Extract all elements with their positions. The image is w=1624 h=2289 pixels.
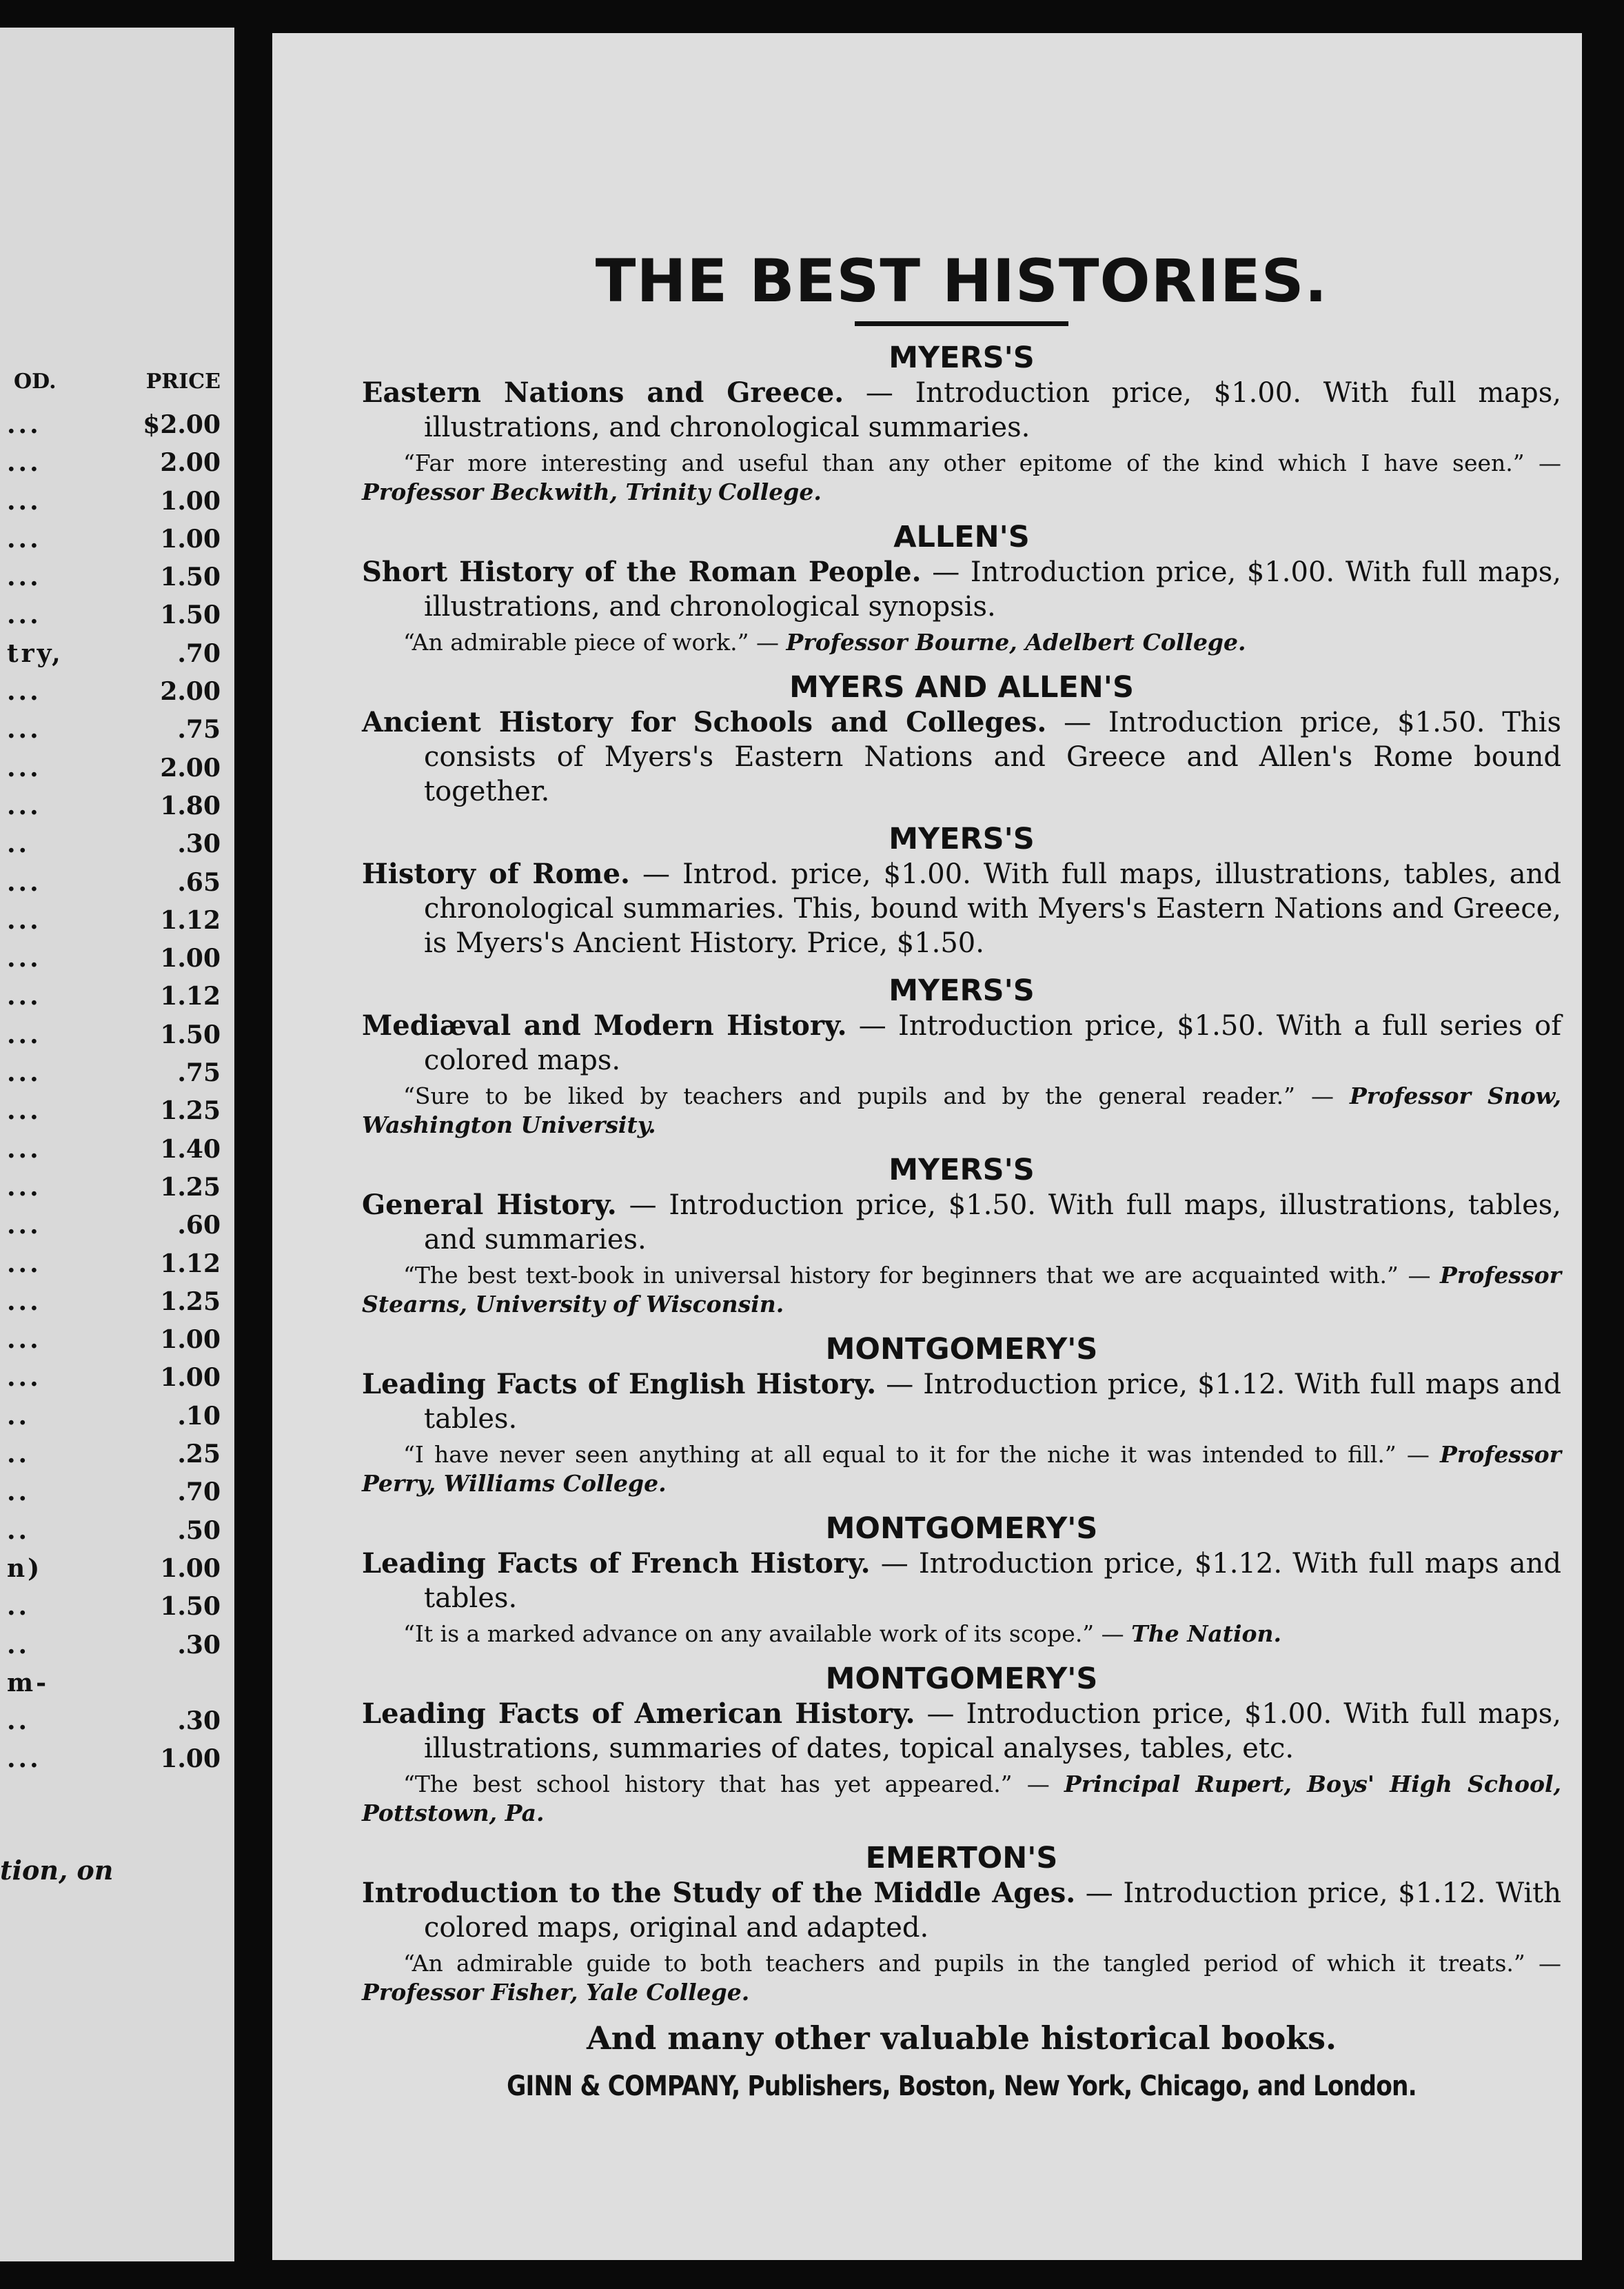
price-row-lead: ... bbox=[7, 1134, 41, 1164]
price-row-value: 1.40 bbox=[160, 1134, 221, 1164]
book-entry bbox=[362, 519, 1561, 657]
price-list bbox=[0, 410, 221, 1783]
price-row-lead: ... bbox=[7, 867, 41, 897]
price-row-lead: ... bbox=[7, 715, 41, 745]
price-row bbox=[0, 791, 221, 829]
testimonial-source: Principal Rupert, Boys' High School, Pottstown, Pa. bbox=[362, 1771, 1561, 1826]
price-row-lead: ... bbox=[7, 1363, 41, 1393]
header-od: OD. bbox=[14, 370, 57, 394]
testimonial-source: Professor Snow, Washington University. bbox=[362, 1082, 1561, 1138]
entry-author: MONTGOMERY'S bbox=[825, 1662, 1098, 1696]
entry-book-title: Introduction to the Study of the Middle Ages. bbox=[362, 1877, 1076, 1909]
entry-book-title: Eastern Nations and Greece. bbox=[362, 376, 844, 409]
price-row-value: 2.00 bbox=[160, 448, 221, 478]
book-entry bbox=[362, 821, 1561, 960]
entry-book-title: Mediæval and Modern History. bbox=[362, 1009, 847, 1042]
price-list-header bbox=[14, 370, 221, 394]
price-row bbox=[0, 1554, 221, 1592]
entry-details: — Introduction price, $1.50. With full maps, illustrations, tables, and summaries. bbox=[424, 1189, 1561, 1256]
book-entries bbox=[362, 340, 1561, 2007]
price-row-value: 1.12 bbox=[160, 1249, 221, 1278]
testimonial-source: Professor Beckwith, Trinity College. bbox=[362, 478, 822, 505]
price-row-value: 1.00 bbox=[160, 524, 221, 554]
price-row-lead: ... bbox=[7, 1020, 41, 1049]
price-row bbox=[0, 1440, 221, 1478]
price-row-value: .50 bbox=[177, 1515, 221, 1545]
testimonial-source: The Nation. bbox=[1131, 1620, 1282, 1647]
price-row bbox=[0, 944, 221, 982]
entry-book-title: Ancient History for Schools and Colleges. bbox=[362, 706, 1047, 738]
price-row-lead: ... bbox=[7, 410, 41, 439]
entry-description bbox=[362, 857, 1561, 960]
book-entry bbox=[362, 1840, 1561, 2007]
price-row-lead: ... bbox=[7, 601, 41, 630]
price-row bbox=[0, 906, 221, 944]
book-entry bbox=[362, 1511, 1561, 1648]
entry-author: MYERS AND ALLEN'S bbox=[789, 670, 1134, 705]
price-row-value: 1.00 bbox=[160, 1325, 221, 1355]
entry-details: — Introduction price, $1.00. With full maps, illustrations, summaries of dates, topical analyses, tables, etc. bbox=[424, 1698, 1561, 1764]
entry-book-title: Leading Facts of English History. bbox=[362, 1368, 877, 1400]
price-row-value: 1.50 bbox=[160, 1592, 221, 1622]
price-row-value: .30 bbox=[177, 1706, 221, 1736]
testimonial-text: “It is a marked advance on any available work of its scope.” — bbox=[403, 1620, 1132, 1647]
price-row-value: .70 bbox=[177, 1478, 221, 1507]
price-row bbox=[0, 1631, 221, 1668]
price-row-lead: ... bbox=[7, 448, 41, 478]
price-row bbox=[0, 410, 221, 448]
testimonial-text: “I have never seen anything at all equal to it for the niche it was intended to fill.” — bbox=[403, 1441, 1441, 1468]
price-row-lead: n) bbox=[7, 1553, 43, 1583]
entry-author: MONTGOMERY'S bbox=[825, 1332, 1098, 1367]
title-underline bbox=[855, 321, 1068, 326]
price-row-value: 1.25 bbox=[160, 1287, 221, 1316]
entry-details: — Introduction price, $1.50. With a full series of colored maps. bbox=[424, 1010, 1562, 1076]
price-row-lead: ... bbox=[7, 1325, 41, 1355]
price-row bbox=[0, 1478, 221, 1515]
entry-testimonial bbox=[362, 449, 1561, 507]
entry-testimonial bbox=[362, 1770, 1561, 1828]
left-page-footer-fragment: tion, on bbox=[0, 1855, 114, 1886]
price-row bbox=[0, 1211, 221, 1249]
book-entry bbox=[362, 1331, 1561, 1498]
price-row bbox=[0, 677, 221, 715]
entry-book-title: General History. bbox=[362, 1189, 617, 1221]
testimonial-source: Professor Fisher, Yale College. bbox=[362, 1979, 750, 2006]
price-row-lead: ... bbox=[7, 563, 41, 592]
entry-author: ALLEN'S bbox=[893, 520, 1030, 554]
book-entry bbox=[362, 973, 1561, 1140]
testimonial-text: “An admirable piece of work.” — bbox=[403, 629, 786, 656]
entry-description bbox=[362, 1188, 1561, 1257]
price-row-lead: .. bbox=[7, 829, 30, 859]
entry-author: MYERS'S bbox=[889, 974, 1035, 1008]
price-row-value: 1.00 bbox=[160, 1553, 221, 1583]
price-row-lead: ... bbox=[7, 905, 41, 935]
price-row-value: .75 bbox=[177, 715, 221, 745]
price-row bbox=[0, 1287, 221, 1325]
entry-book-title: History of Rome. bbox=[362, 858, 630, 890]
price-row-lead: .. bbox=[7, 1630, 30, 1660]
price-row bbox=[0, 1020, 221, 1058]
entry-book-title: Short History of the Roman People. bbox=[362, 556, 922, 588]
testimonial-source: Professor Perry, Williams College. bbox=[362, 1441, 1561, 1497]
closing-line: And many other valuable historical books. bbox=[586, 2019, 1337, 2057]
price-row bbox=[0, 639, 221, 677]
testimonial-source: Professor Stearns, University of Wisconsin. bbox=[362, 1262, 1561, 1318]
entry-details: — Introduction price, $1.12. With full maps and tables. bbox=[424, 1548, 1561, 1614]
price-row-lead: ... bbox=[7, 524, 41, 554]
price-row bbox=[0, 1706, 221, 1744]
price-row-lead: ... bbox=[7, 486, 41, 516]
price-row-value: .30 bbox=[177, 829, 221, 859]
price-row bbox=[0, 601, 221, 638]
price-row-value: 1.00 bbox=[160, 1744, 221, 1774]
price-row-lead: .. bbox=[7, 1401, 30, 1431]
testimonial-text: “Sure to be liked by teachers and pupils and by the general reader.” — bbox=[403, 1082, 1350, 1109]
price-row bbox=[0, 1325, 221, 1363]
book-entry bbox=[362, 1661, 1561, 1828]
entry-testimonial bbox=[362, 1082, 1561, 1140]
price-row-lead: ... bbox=[7, 1058, 41, 1088]
price-row bbox=[0, 1058, 221, 1096]
price-row-lead: ... bbox=[7, 1744, 41, 1774]
price-row bbox=[0, 1096, 221, 1134]
price-row bbox=[0, 525, 221, 563]
price-row-lead: ... bbox=[7, 1172, 41, 1202]
book-entry bbox=[362, 1152, 1561, 1319]
entry-testimonial bbox=[362, 1949, 1561, 2007]
entry-details: — Introduction price, $1.50. This consists of Myers's Eastern Nations and Greece and Allen's Rome bound together. bbox=[424, 707, 1561, 807]
price-row-value: .60 bbox=[177, 1211, 221, 1240]
price-row-lead: ... bbox=[7, 1287, 41, 1316]
entry-details: — Introduction price, $1.12. With colored maps, original and adapted. bbox=[424, 1877, 1561, 1944]
price-row-value: 1.25 bbox=[160, 1096, 221, 1126]
entry-testimonial bbox=[362, 628, 1561, 657]
price-row-value: 2.00 bbox=[160, 677, 221, 707]
entry-testimonial bbox=[362, 1440, 1561, 1498]
entry-description bbox=[362, 555, 1561, 624]
entry-testimonial bbox=[362, 1620, 1561, 1648]
price-row bbox=[0, 868, 221, 906]
price-row-lead: .. bbox=[7, 1478, 30, 1507]
price-row-value: .75 bbox=[177, 1058, 221, 1088]
price-row-value: 1.12 bbox=[160, 905, 221, 935]
book-entry bbox=[362, 340, 1561, 507]
price-row-value: 1.25 bbox=[160, 1172, 221, 1202]
price-row-lead: .. bbox=[7, 1440, 30, 1469]
price-row-value: .10 bbox=[177, 1401, 221, 1431]
price-row-value: 1.50 bbox=[160, 601, 221, 630]
header-price: PRICE bbox=[145, 370, 221, 394]
testimonial-source: Professor Bourne, Adelbert College. bbox=[786, 629, 1246, 656]
entry-description bbox=[362, 1697, 1561, 1766]
price-row-value: 2.00 bbox=[160, 753, 221, 783]
price-row-value: .25 bbox=[177, 1440, 221, 1469]
entry-details: — Introduction price, $1.00. With full maps, illustrations, and chronological synopsis. bbox=[424, 556, 1562, 623]
price-row-value: 1.00 bbox=[160, 944, 221, 974]
price-row-lead: ... bbox=[7, 1249, 41, 1278]
price-row-lead: .. bbox=[7, 1592, 30, 1622]
price-row-value: 1.50 bbox=[160, 1020, 221, 1049]
price-row-value: .65 bbox=[177, 867, 221, 897]
entry-author: MYERS'S bbox=[889, 341, 1035, 375]
price-row bbox=[0, 1173, 221, 1211]
price-row-lead: ... bbox=[7, 1211, 41, 1240]
price-row bbox=[0, 1135, 221, 1173]
price-row bbox=[0, 1249, 221, 1287]
price-row-value: .30 bbox=[177, 1630, 221, 1660]
testimonial-text: “The best text-book in universal history for beginners that we are acquainted with.” — bbox=[403, 1262, 1441, 1289]
entry-testimonial bbox=[362, 1261, 1561, 1319]
price-row-lead: try, bbox=[7, 638, 63, 668]
price-row bbox=[0, 1402, 221, 1440]
histories-advertisement bbox=[362, 247, 1561, 2102]
entry-author: MYERS'S bbox=[889, 1153, 1035, 1187]
entry-description bbox=[362, 1876, 1561, 1945]
price-row-value: 1.80 bbox=[160, 791, 221, 820]
price-row bbox=[0, 487, 221, 525]
testimonial-text: “The best school history that has yet appeared.” — bbox=[403, 1771, 1064, 1797]
price-row bbox=[0, 563, 221, 601]
entry-description bbox=[362, 376, 1561, 445]
publisher-imprint: GINN & COMPANY, Publishers, Boston, New York, Chicago, and London. bbox=[507, 2070, 1417, 2102]
price-row-value: .70 bbox=[177, 638, 221, 668]
entry-details: — Introduction price, $1.00. With full maps, illustrations, and chronological summaries. bbox=[424, 377, 1562, 443]
price-row bbox=[0, 829, 221, 867]
left-page bbox=[0, 28, 234, 2261]
price-row-lead: ... bbox=[7, 944, 41, 974]
price-row-lead: ... bbox=[7, 677, 41, 707]
price-row bbox=[0, 1668, 221, 1706]
entry-author: MYERS'S bbox=[889, 822, 1035, 856]
price-row-value: 1.12 bbox=[160, 982, 221, 1011]
price-row-lead: .. bbox=[7, 1515, 30, 1545]
testimonial-text: “An admirable guide to both teachers and pupils in the tangled period of which it treats.” — bbox=[403, 1950, 1561, 1977]
price-row bbox=[0, 982, 221, 1020]
price-row-lead: .. bbox=[7, 1706, 30, 1736]
price-row bbox=[0, 1363, 221, 1401]
entry-description bbox=[362, 1367, 1561, 1436]
right-page bbox=[272, 33, 1582, 2260]
price-row-value: 1.00 bbox=[160, 1363, 221, 1393]
price-row-lead: ... bbox=[7, 791, 41, 820]
price-row-lead: ... bbox=[7, 753, 41, 783]
price-row bbox=[0, 715, 221, 753]
price-row-value: 1.00 bbox=[160, 486, 221, 516]
entry-details: — Introduction price, $1.12. With full maps and tables. bbox=[424, 1369, 1562, 1435]
price-row bbox=[0, 1516, 221, 1554]
entry-book-title: Leading Facts of American History. bbox=[362, 1697, 915, 1730]
page-title: THE BEST HISTORIES. bbox=[595, 247, 1328, 316]
price-row bbox=[0, 754, 221, 791]
book-entry bbox=[362, 669, 1561, 809]
entry-details: — Introd. price, $1.00. With full maps, illustrations, tables, and chronological summaries. This, bound with Myers's Eastern Nations and Greece, is Myers's Ancient History. Price, $1.50. bbox=[424, 858, 1562, 959]
price-row bbox=[0, 448, 221, 486]
entry-author: MONTGOMERY'S bbox=[825, 1511, 1098, 1546]
price-row-value: 1.50 bbox=[160, 563, 221, 592]
entry-description bbox=[362, 705, 1561, 809]
price-row-lead: ... bbox=[7, 1096, 41, 1126]
price-row-lead: ... bbox=[7, 982, 41, 1011]
entry-description bbox=[362, 1546, 1561, 1615]
entry-book-title: Leading Facts of French History. bbox=[362, 1547, 871, 1580]
testimonial-text: “Far more interesting and useful than any other epitome of the kind which I have seen.” — bbox=[403, 450, 1561, 476]
price-row-value: $2.00 bbox=[143, 410, 221, 439]
price-row-lead: m- bbox=[7, 1668, 50, 1697]
entry-author: EMERTON'S bbox=[865, 1841, 1058, 1875]
price-row bbox=[0, 1592, 221, 1630]
price-row bbox=[0, 1744, 221, 1782]
entry-description bbox=[362, 1009, 1561, 1078]
